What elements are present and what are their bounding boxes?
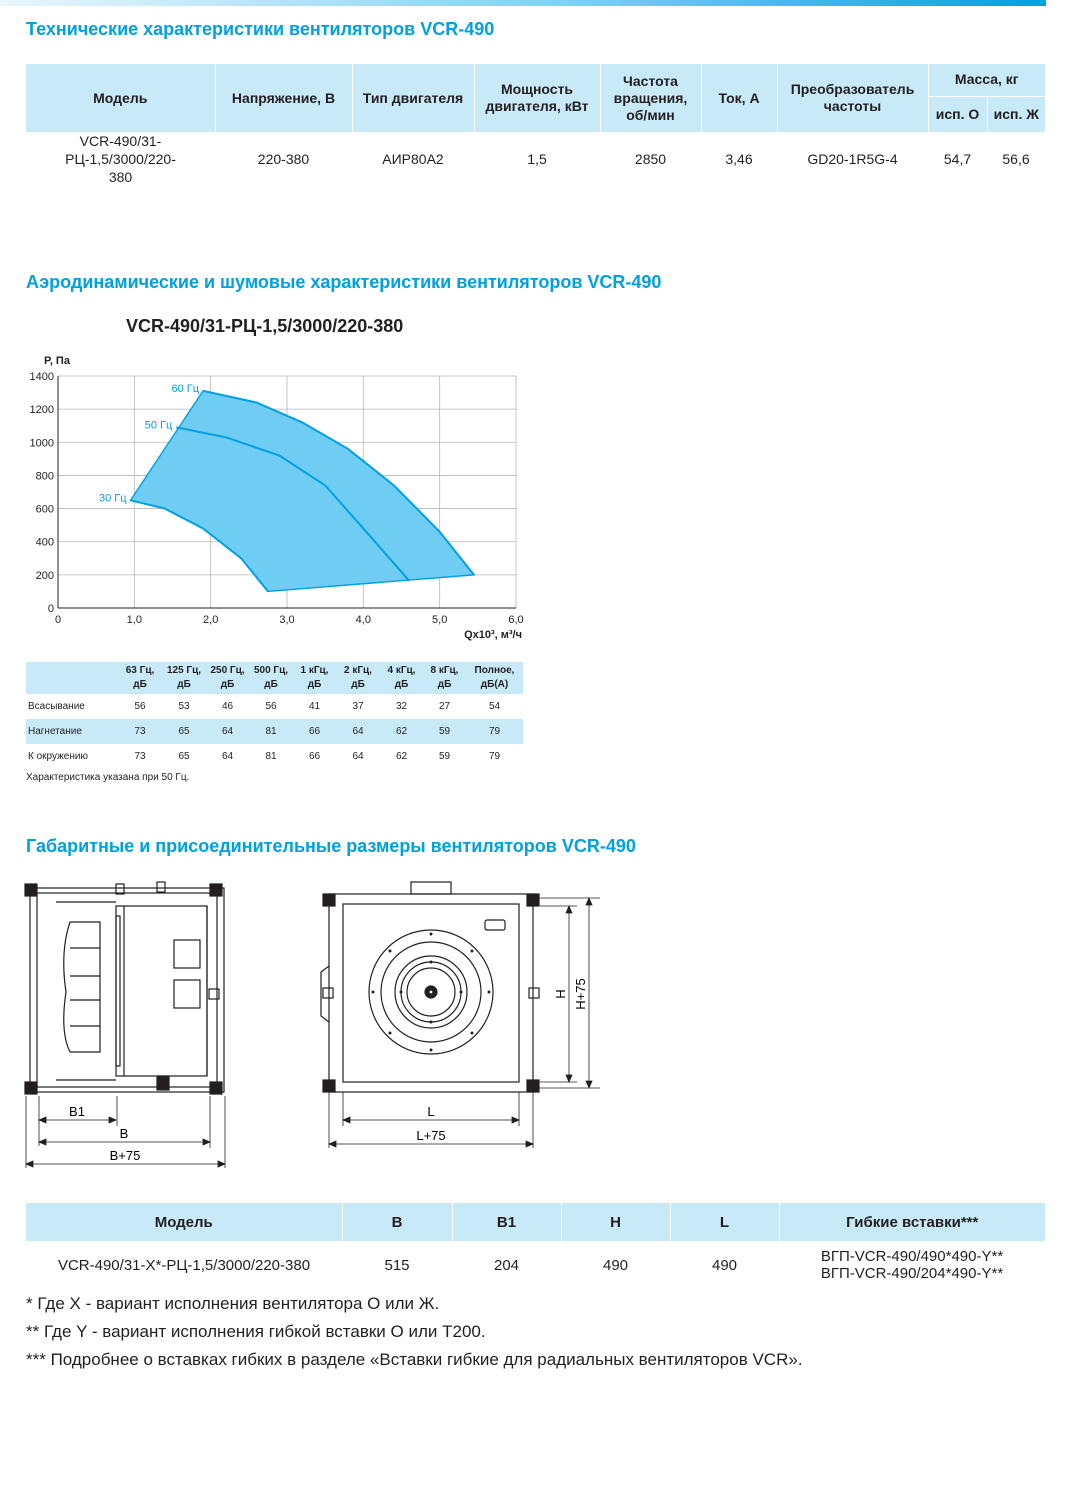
dims-cell-model: VCR-490/31-Х*-РЦ-1,5/3000/220-380 [57,1256,311,1274]
series-label: 60 Гц [171,382,200,395]
col-header-speed: Частота вращения, об/мин [600,64,701,132]
dims-cell-b: 515 [384,1256,410,1274]
x-tick-label: 1,0 [126,614,142,626]
noise-cell: 65 [178,751,190,762]
y-tick-label: 400 [35,536,54,549]
noise-cell: 73 [134,751,146,762]
dim-label-h75: H+75 [573,978,588,1010]
dim-label-b1: B1 [69,1104,85,1119]
noise-cell: 79 [466,719,523,744]
noise-header-cell: 250 Гц, дБ [206,662,249,694]
dim-label-l: L [427,1104,435,1119]
col-header-mass-zh: исп. Ж [987,96,1045,132]
y-tick-label: 800 [35,470,54,483]
x-tick-label: 5,0 [432,614,448,626]
y-tick-label: 1400 [29,371,54,383]
noise-row-label: Нагнетание [26,719,118,744]
table-row [26,1241,1045,1289]
noise-header-cell: 8 кГц, дБ [423,662,466,694]
noise-cell: 64 [221,751,234,762]
specs-table [26,64,1045,186]
chart-title: VCR-490/31-РЦ-1,5/3000/220-380 [126,316,404,336]
noise-cell: 64 [206,719,249,744]
table-row [26,132,1045,186]
y-tick-label: 0 [47,603,54,615]
noise-cell: 59 [438,751,451,762]
col-header-mass-o: исп. О [928,96,987,132]
dims-cell-inserts [779,1241,1045,1289]
col-header-model: Модель [26,64,215,132]
dims-header-b1: B1 [452,1203,561,1241]
noise-cell: 73 [118,719,162,744]
col-header-current: Ток, А [701,64,777,132]
noise-row-label: Всасывание [28,701,85,712]
dimensions-table [26,1203,1045,1289]
noise-cell: 37 [352,701,364,712]
side-view-drawing [20,876,250,1171]
noise-table [26,662,523,769]
footnote-1: * Где Х - вариант исполнения вентилятора О или Ж. [26,1294,440,1313]
noise-cell: 64 [352,751,364,762]
noise-header-cell: 63 Гц, дБ [118,662,162,694]
noise-row [26,694,523,719]
cell-speed: 2850 [634,151,667,167]
noise-header-cell: Полное, дБ(А) [466,662,523,694]
noise-header-row [26,662,523,694]
dim-label-b: B [119,1126,129,1141]
y-tick-label: 600 [35,503,54,516]
section-title-specs: Технические характеристики вентиляторов VCR-490 [26,19,495,39]
dim-label-l75: L+75 [416,1128,446,1143]
series-label: 50 Гц [144,419,173,432]
noise-note: Характеристика указана при 50 Гц. [26,772,190,783]
noise-cell: 32 [395,701,408,712]
cell-converter: GD20-1R5G-4 [807,151,898,167]
dims-header-h: H [561,1203,670,1241]
noise-header-cell: 500 Гц, дБ [249,662,293,694]
cell-motor-type: АИР80А2 [382,151,444,167]
noise-header-cell: 125 Гц, дБ [162,662,206,694]
footnote-2: ** Где Y - вариант исполнения гибкой вставки О или Т200. [26,1322,486,1341]
noise-cell: 56 [134,701,146,712]
noise-cell: 41 [308,701,321,712]
col-header-converter: Преобразователь частоты [777,64,928,132]
dims-header-l: L [670,1203,779,1241]
series-label: 30 Гц [98,492,127,505]
col-header-mass: Масса, кг [928,64,1045,96]
y-tick-label: 1000 [29,437,54,450]
x-axis-label: Qx10³, м³/ч [464,629,522,641]
x-tick-label: 6,0 [508,614,524,626]
x-tick-label: 4,0 [355,614,371,626]
cell-model: VCR-490/31-РЦ-1,5/3000/220-380 [65,133,176,185]
cell-mass-zh: 56,6 [1002,151,1030,167]
dims-header-b: B [342,1203,452,1241]
cell-current: 3,46 [725,151,753,167]
dims-header-model: Модель [26,1203,342,1241]
noise-cell: 66 [308,751,321,762]
noise-cell: 27 [438,701,451,712]
noise-cell: 66 [293,719,336,744]
y-axis-label: Р, Па [44,355,70,367]
noise-header-cell: 4 кГц, дБ [380,662,423,694]
insert-line-1: ВГП-VCR-490/490*490-Y** [820,1248,1004,1265]
section-title-dimensions: Габаритные и присоединительные размеры вентиляторов VCR-490 [26,836,636,856]
noise-cell: 64 [336,719,380,744]
noise-cell: 79 [488,751,501,762]
insert-line-2: ВГП-VCR-490/204*490-Y** [820,1265,1004,1282]
dim-label-h: H [553,989,568,999]
noise-row [26,744,523,769]
col-header-motor-type: Тип двигателя [352,64,474,132]
front-view-drawing [315,876,615,1151]
noise-cell: 62 [395,751,408,762]
cell-mass-o: 54,7 [943,151,972,167]
dims-cell-l: 490 [711,1256,738,1274]
y-tick-label: 1200 [29,404,54,417]
noise-header-cell: 1 кГц, дБ [293,662,336,694]
noise-cell: 46 [221,701,234,712]
noise-row-label: К окружению [28,751,88,762]
cell-power: 1,5 [527,151,547,167]
footnote-3: *** Подробнее о вставках гибких в разделе «Вставки гибкие для радиальных вентиляторов VCR». [26,1350,803,1369]
cell-voltage: 220-380 [257,151,310,167]
noise-cell: 62 [380,719,423,744]
operating-region-area [131,391,475,592]
col-header-voltage: Напряжение, В [215,64,352,132]
y-tick-label: 200 [35,569,54,582]
noise-cell: 65 [162,719,206,744]
dims-cell-h: 490 [602,1256,629,1274]
col-header-power: Мощность двигателя, кВт [474,64,600,132]
section-title-aero: Аэродинамические и шумовые характеристики вентиляторов VCR-490 [26,272,662,292]
dims-cell-b1: 204 [493,1256,520,1274]
noise-cell: 81 [265,751,277,762]
x-tick-label: 2,0 [203,614,219,626]
noise-cell: 81 [249,719,293,744]
x-tick-label: 3,0 [279,614,295,626]
noise-cell: 56 [265,701,277,712]
dim-label-b75: B+75 [109,1148,141,1163]
pressure-flow-chart [24,350,544,650]
noise-cell: 53 [178,701,190,712]
noise-header-blank [26,662,118,694]
noise-row [26,719,523,744]
x-tick-label: 0 [54,614,62,626]
dims-header-inserts: Гибкие вставки*** [779,1203,1045,1241]
noise-cell: 59 [423,719,466,744]
noise-header-cell: 2 кГц, дБ [336,662,380,694]
noise-cell: 54 [488,701,501,712]
top-accent-bar [0,0,1046,6]
